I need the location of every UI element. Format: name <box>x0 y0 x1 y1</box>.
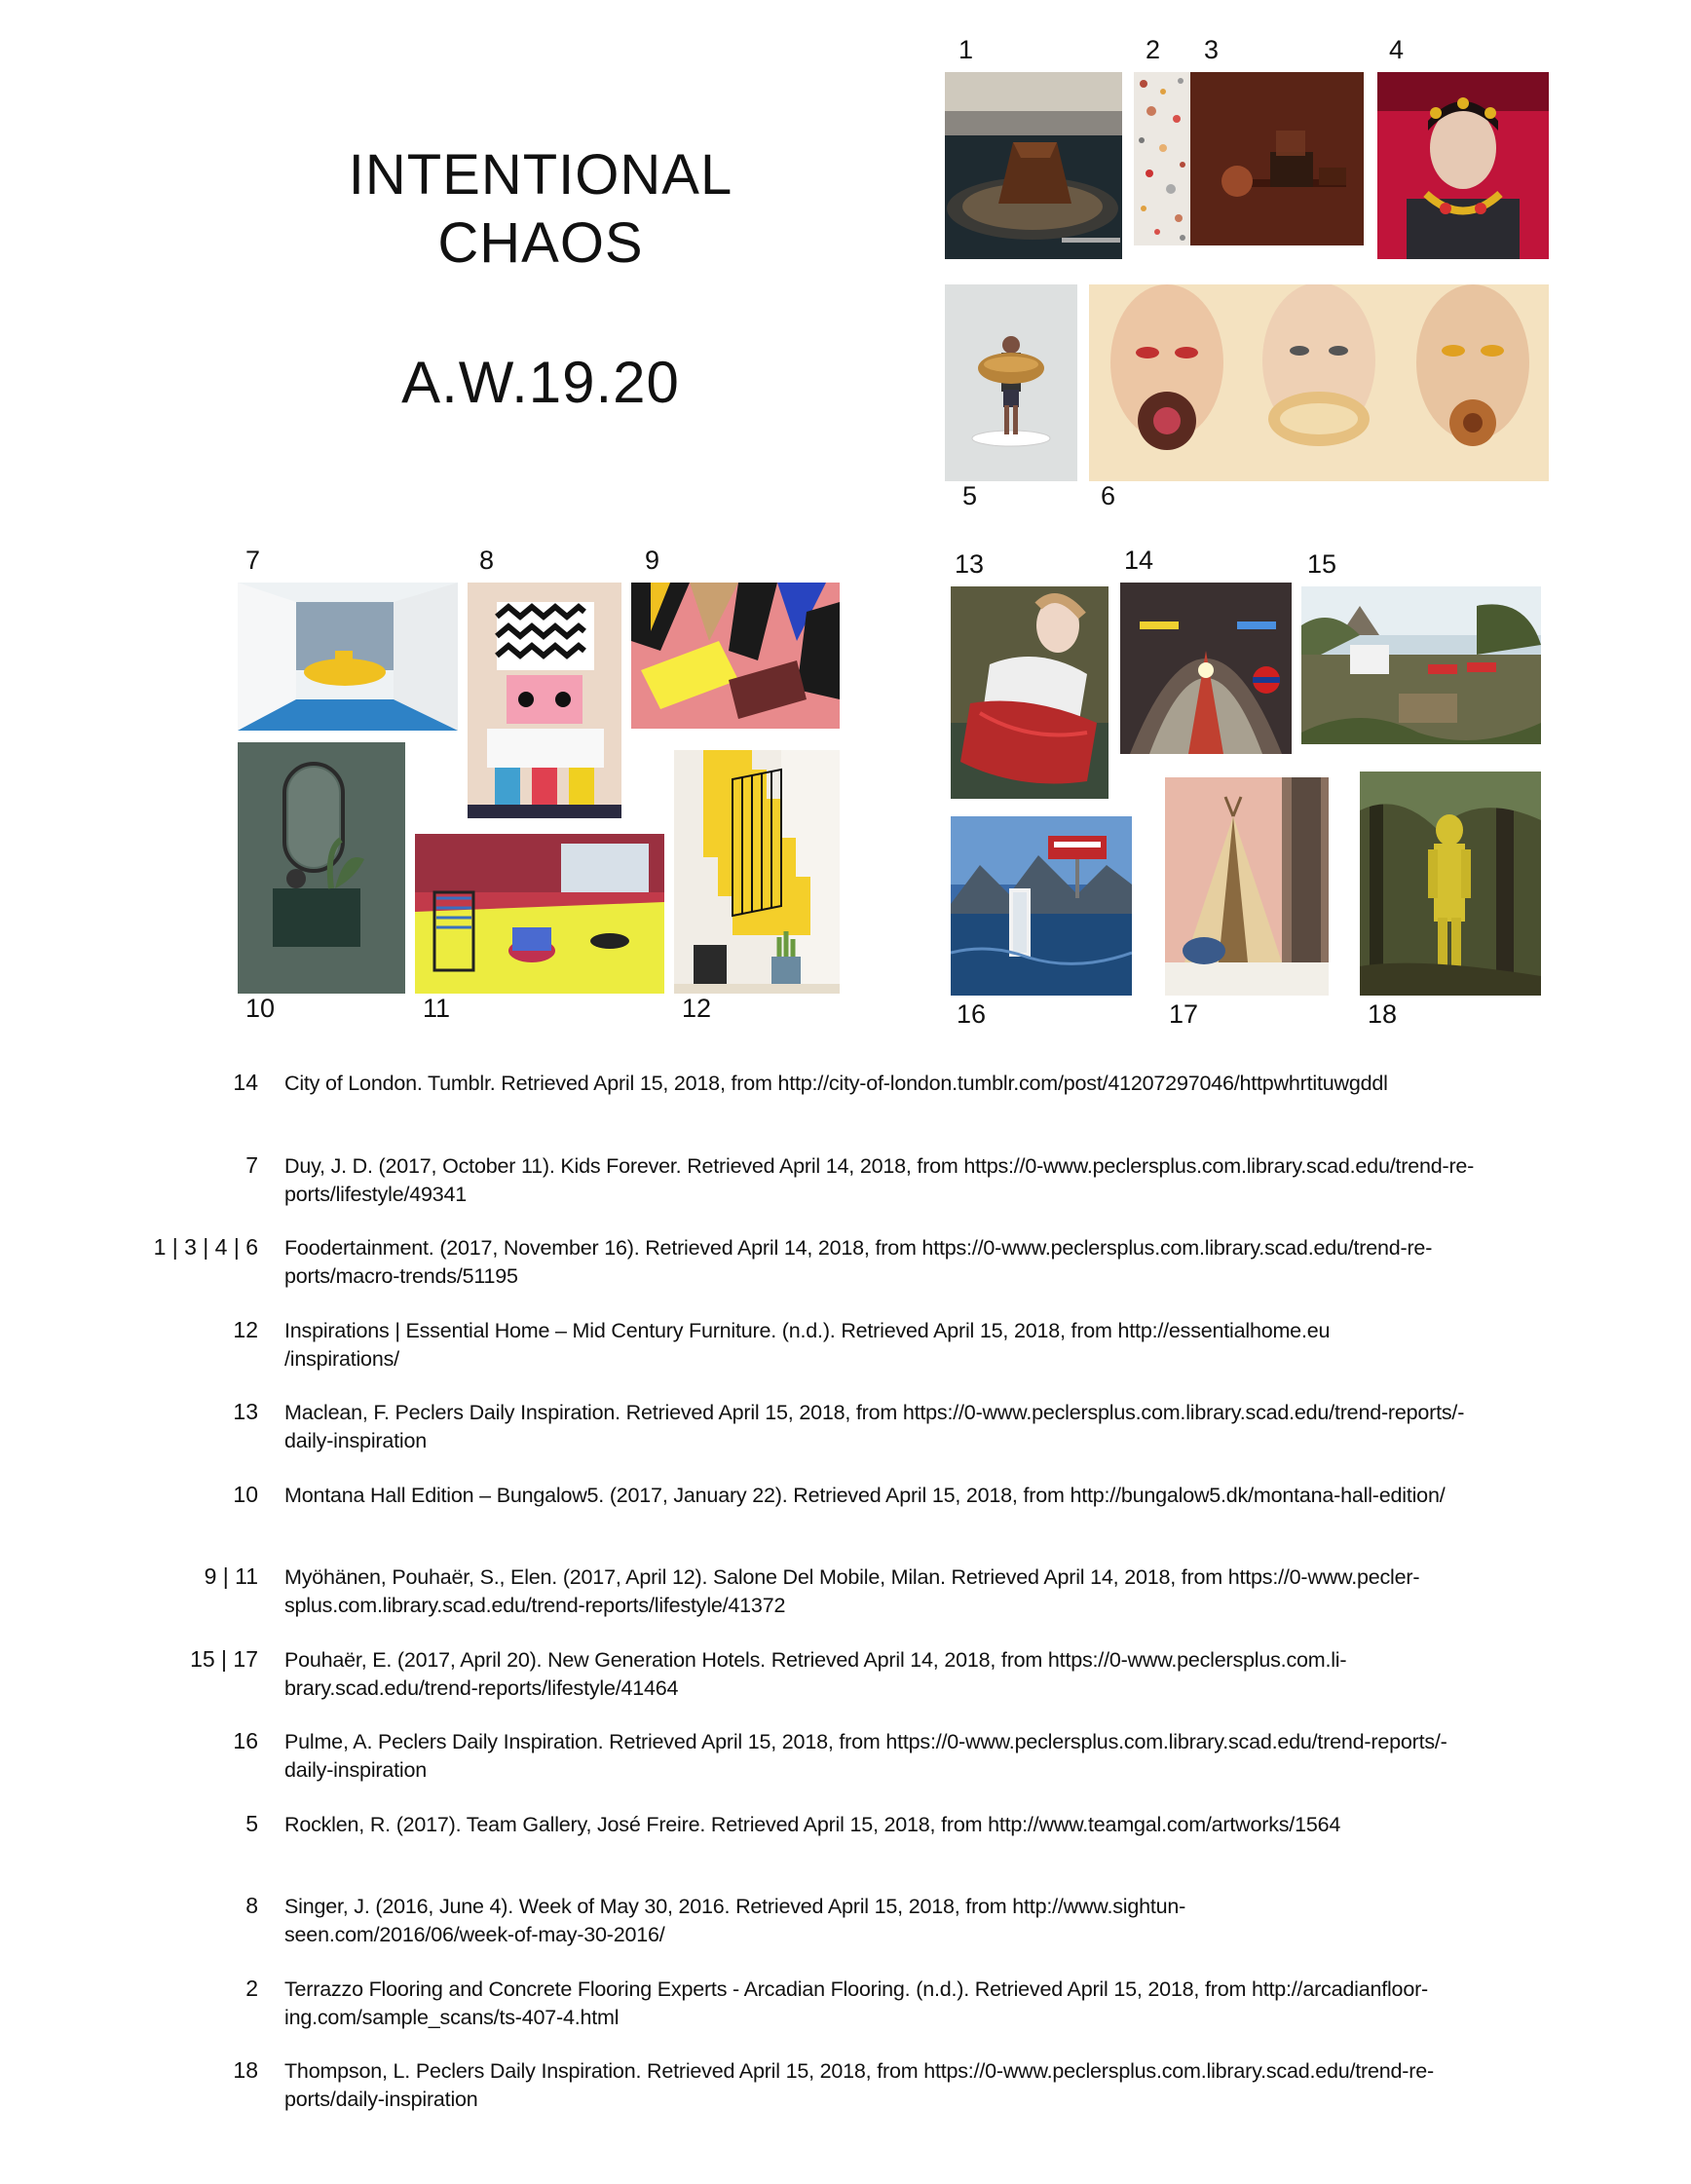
reference-number: 14 <box>233 1070 258 1095</box>
reference-text: Inspirations | Essential Home – Mid Century Furniture. (n.d.). Retrieved April 15, 2018, from http://essentialhome.eu /inspirations/ <box>284 1319 1331 1371</box>
reference-text: Foodertainment. (2017, November 16). Retrieved April 14, 2018, from https://0-www.peclersplus.com.library.scad.edu/trend-re- ports/macro-trends/51195 <box>284 1236 1433 1288</box>
image-number: 11 <box>423 994 451 1023</box>
photo-terrazzo <box>1134 72 1190 245</box>
reference-text: Pouhaër, E. (2017, April 20). New Generation Hotels. Retrieved April 14, 2018, from https://0-www.peclersplus.com.li- brary.scad.edu/trend-reports/lifestyle/41464 <box>284 1648 1347 1700</box>
image-number: 10 <box>245 994 276 1023</box>
page-title-line1: INTENTIONAL <box>348 143 733 207</box>
reference-number: 5 <box>245 1811 258 1836</box>
reference-number: 9 | 11 <box>204 1563 258 1589</box>
reference-number: 2 <box>245 1976 258 2001</box>
reference-text: Pulme, A. Peclers Daily Inspiration. Retrieved April 15, 2018, from https://0-www.peclersplus.com.library.scad.edu/trend-reports/- daily-inspiration <box>284 1730 1447 1782</box>
reference-text: Maclean, F. Peclers Daily Inspiration. Retrieved April 15, 2018, from https://0-www.peclersplus.com.library.scad.edu/trend-reports/- daily-inspiration <box>284 1401 1465 1452</box>
reference-number: 13 <box>233 1399 258 1424</box>
reference-text: Terrazzo Flooring and Concrete Flooring Experts - Arcadian Flooring. (n.d.). Retrieved April 15, 2018, from http://arcadianfloor- ing.com/sample_scans/ts-407-4.html <box>284 1977 1428 2029</box>
photo-yellow-floor-lounge <box>415 834 664 994</box>
reference-number: 12 <box>233 1317 258 1342</box>
reference-number: 10 <box>233 1482 258 1507</box>
reference-number: 18 <box>233 2057 258 2083</box>
reference-text: Singer, J. (2016, June 4). Week of May 30, 2016. Retrieved April 15, 2018, from http://www.sightun- seen.com/2016/06/week-of-may-30-2016/ <box>284 1895 1186 1946</box>
image-number: 15 <box>1307 549 1337 579</box>
reference-text: City of London. Tumblr. Retrieved April 15, 2018, from http://city-of-london.tumblr.com/post/41207297046/httpwhrtituwgddl <box>284 1072 1388 1095</box>
reference-text: Rocklen, R. (2017). Team Gallery, José Freire. Retrieved April 15, 2018, from http://www.teamgal.com/artworks/1564 <box>284 1813 1341 1836</box>
reference-text: Thompson, L. Peclers Daily Inspiration. Retrieved April 15, 2018, from https://0-www.peclersplus.com.library.scad.edu/trend-re- ports/daily-inspiration <box>284 2059 1434 2111</box>
photo-green-cabinet-mirror <box>238 742 405 994</box>
reference-number: 15 | 17 <box>190 1646 258 1672</box>
reference-number: 8 <box>245 1893 258 1918</box>
image-number: 18 <box>1368 999 1398 1029</box>
photo-lake-motel-sign <box>951 816 1132 996</box>
reference-number: 1 | 3 | 4 | 6 <box>153 1234 258 1260</box>
photo-man-with-cookie <box>945 284 1077 481</box>
image-number: 13 <box>955 549 985 579</box>
image-number: 17 <box>1169 999 1199 1029</box>
image-number: 16 <box>957 999 987 1029</box>
image-number: 6 <box>1101 481 1116 510</box>
photo-woman-red-dress <box>951 586 1109 799</box>
image-number: 2 <box>1146 35 1161 64</box>
photo-chocolate-pudding <box>945 72 1122 259</box>
image-number: 4 <box>1389 35 1405 64</box>
reference-text: Montana Hall Edition – Bungalow5. (2017, January 22). Retrieved April 15, 2018, from http://bungalow5.dk/montana-hall-edition/ <box>284 1484 1446 1507</box>
image-number: 14 <box>1124 546 1154 575</box>
page-title-line2: CHAOS <box>437 211 644 275</box>
reference-text: Myöhänen, Pouhaër, S., Elen. (2017, April 12). Salone Del Mobile, Milan. Retrieved April 14, 2018, from https://0-www.pecler- splus.com.library.scad.edu/trend-reports/lifestyle/41372 <box>284 1565 1420 1617</box>
photo-brown-still-life <box>1190 72 1364 245</box>
reference-text: Duy, J. D. (2017, October 11). Kids Forever. Retrieved April 14, 2018, from https://0-www.peclersplus.com.library.scad.edu/trend-re- ports/lifestyle/49341 <box>284 1154 1475 1206</box>
photo-pattern-interior <box>468 583 621 818</box>
reference-number: 7 <box>245 1152 258 1178</box>
photo-teepee-room <box>1165 777 1329 996</box>
image-number: 12 <box>682 994 712 1023</box>
photo-three-faces <box>1089 284 1549 481</box>
image-number: 5 <box>962 481 978 510</box>
image-number: 8 <box>479 546 495 575</box>
photo-yellow-staircase <box>674 750 840 994</box>
photo-geometric-shapes <box>631 583 840 729</box>
image-number: 3 <box>1204 35 1220 64</box>
photo-outdoor-terrace <box>1301 586 1541 744</box>
image-number: 7 <box>245 546 261 575</box>
image-number: 9 <box>645 546 660 575</box>
image-number: 1 <box>958 35 974 64</box>
photo-fashion-model <box>1377 72 1549 259</box>
photo-yellow-submarine-pool <box>238 583 458 731</box>
reference-number: 16 <box>233 1728 258 1753</box>
photo-subway-tunnel <box>1120 583 1292 754</box>
season-label: A.W.19.20 <box>401 350 680 415</box>
photo-sequin-figure-forest <box>1360 772 1541 996</box>
